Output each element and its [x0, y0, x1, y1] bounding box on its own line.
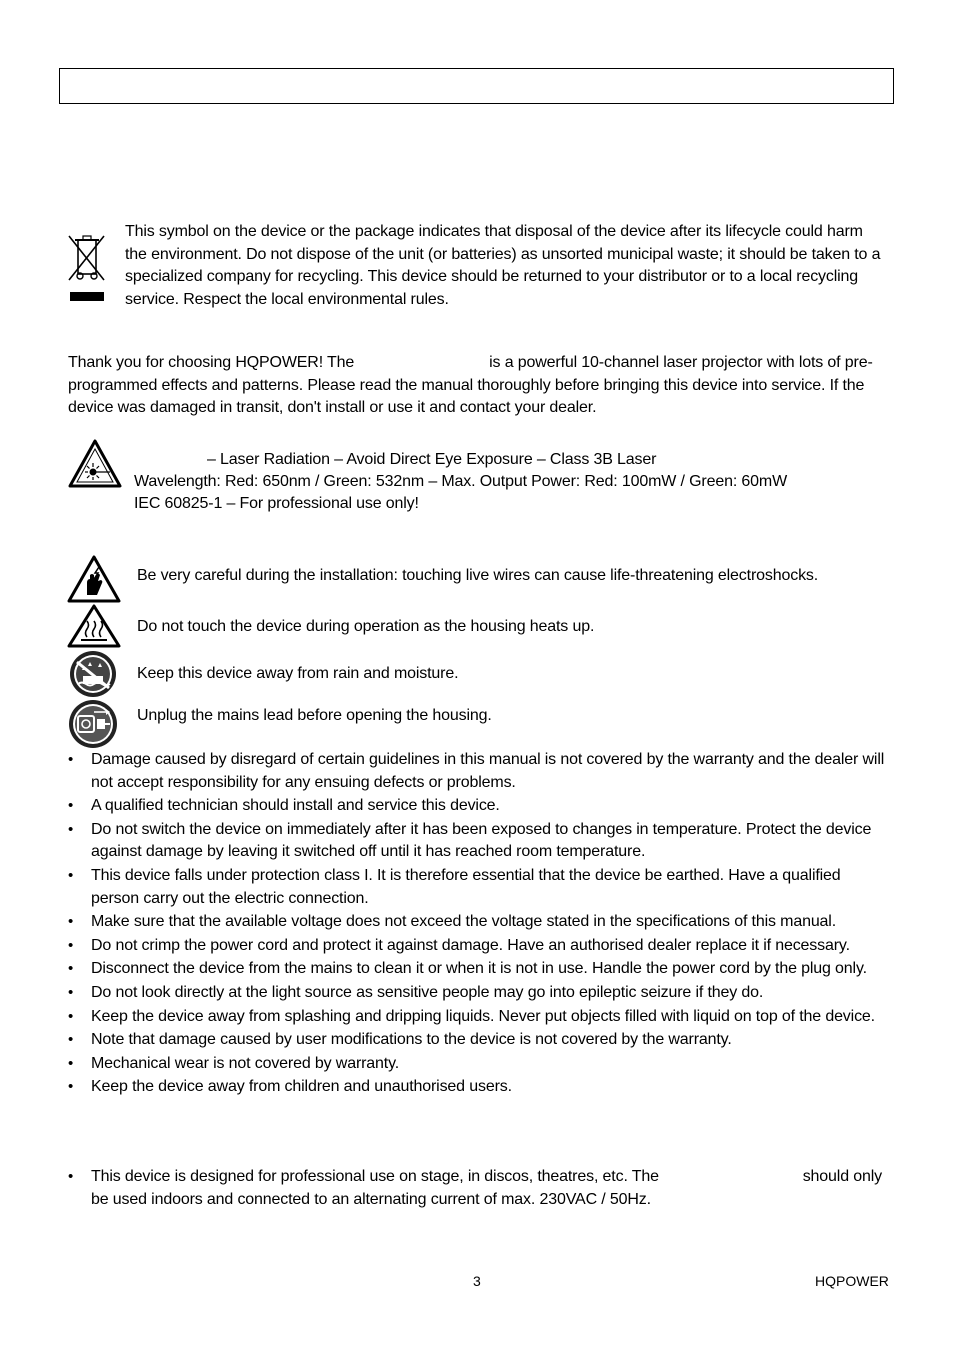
- intro-rest: is a powerful 10-channel laser projector with lots of pre-programmed effects and patterns. Please read the manual thoroughly before bringing this device into service. If the device was damaged in transit, don't install or use it and contact your dealer.: [68, 354, 873, 416]
- list-item: • Keep the device away from splashing and dripping liquids. Never put objects filled with liquid on top of the device.: [68, 1006, 888, 1029]
- laser-warning-line3: IEC 60825-1 – For professional use only!: [134, 495, 419, 512]
- usage-list: [68, 1166, 888, 1212]
- footer-brand: HQPOWER: [815, 1273, 889, 1289]
- usage-line2: be used indoors and connected to an alternating current of max. 230VAC / 50Hz.: [91, 1190, 651, 1208]
- list-item: • Damage caused by disregard of certain guidelines in this manual is not covered by the warranty and the dealer will not accept responsibility for any ensuing defects or problems.: [68, 749, 888, 794]
- list-item: [68, 1166, 888, 1211]
- page-number: 3: [473, 1273, 481, 1289]
- warning-text-moisture: Keep this device away from rain and moisture.: [137, 665, 459, 682]
- warning-text-hot-surface: Do not touch the device during operation as the housing heats up.: [137, 618, 595, 635]
- disposal-text: This symbol on the device or the package indicates that disposal of the device after its lifecycle could harm the environment. Do not dispose of the unit (or batteries) as unsorted municipal waste; it should be taken to a specialized company for recycling. This device should be returned to your distributor or to a local recycling service. Respect the local environmental rules.: [125, 223, 881, 308]
- usage-tail: should only: [802, 1168, 882, 1185]
- list-item: • Do not look directly at the light source as sensitive people may go into epileptic seizure if they do.: [68, 982, 888, 1005]
- section-title-box: [59, 68, 894, 104]
- list-item: • Do not crimp the power cord and protect it against damage. Have an authorised dealer replace it if necessary.: [68, 935, 888, 958]
- list-item: • Keep the device away from children and unauthorised users.: [68, 1076, 888, 1099]
- list-item: • This device falls under protection class I. It is therefore essential that the device be earthed. Have a qualified person carry out the electric connection.: [68, 865, 888, 910]
- list-item: • A qualified technician should install and service this device.: [68, 795, 888, 818]
- intro-paragraph: [68, 352, 880, 420]
- list-item: • Mechanical wear is not covered by warranty.: [68, 1053, 888, 1076]
- list-item: • Make sure that the available voltage does not exceed the voltage stated in the specifications of this manual.: [68, 911, 888, 934]
- intro-lead: Thank you for choosing HQPOWER! The: [68, 354, 355, 371]
- laser-warning-line1: – Laser Radiation – Avoid Direct Eye Exposure – Class 3B Laser: [207, 451, 657, 468]
- warning-text-unplug: Unplug the mains lead before opening the housing.: [137, 707, 492, 724]
- guidelines-list: [68, 749, 888, 1100]
- electric-shock-warning-icon: [67, 555, 121, 603]
- no-rain-moisture-icon: [68, 650, 120, 698]
- warning-text-electroshock: Be very careful during the installation: touching live wires can cause life-threatening electroshocks.: [137, 567, 819, 584]
- hot-surface-warning-icon: [67, 604, 121, 648]
- weee-crossed-bin-icon: [66, 230, 112, 302]
- list-item: • Do not switch the device on immediately after it has been exposed to changes in temperature. Protect the device against damage by leaving it switched off until it has reached room temperature.: [68, 819, 888, 864]
- list-item: • Note that damage caused by user modifications to the device is not covered by the warranty.: [68, 1029, 888, 1052]
- list-item: • Disconnect the device from the mains to clean it or when it is not in use. Handle the power cord by the plug only.: [68, 958, 888, 981]
- unplug-mains-icon: [68, 698, 120, 750]
- laser-radiation-warning-icon: [68, 439, 122, 489]
- usage-lead: This device is designed for professional use on stage, in discos, theatres, etc. The: [91, 1168, 659, 1185]
- laser-warning-line2: Wavelength: Red: 650nm / Green: 532nm – Max. Output Power: Red: 100mW / Green: 60mW: [134, 473, 788, 490]
